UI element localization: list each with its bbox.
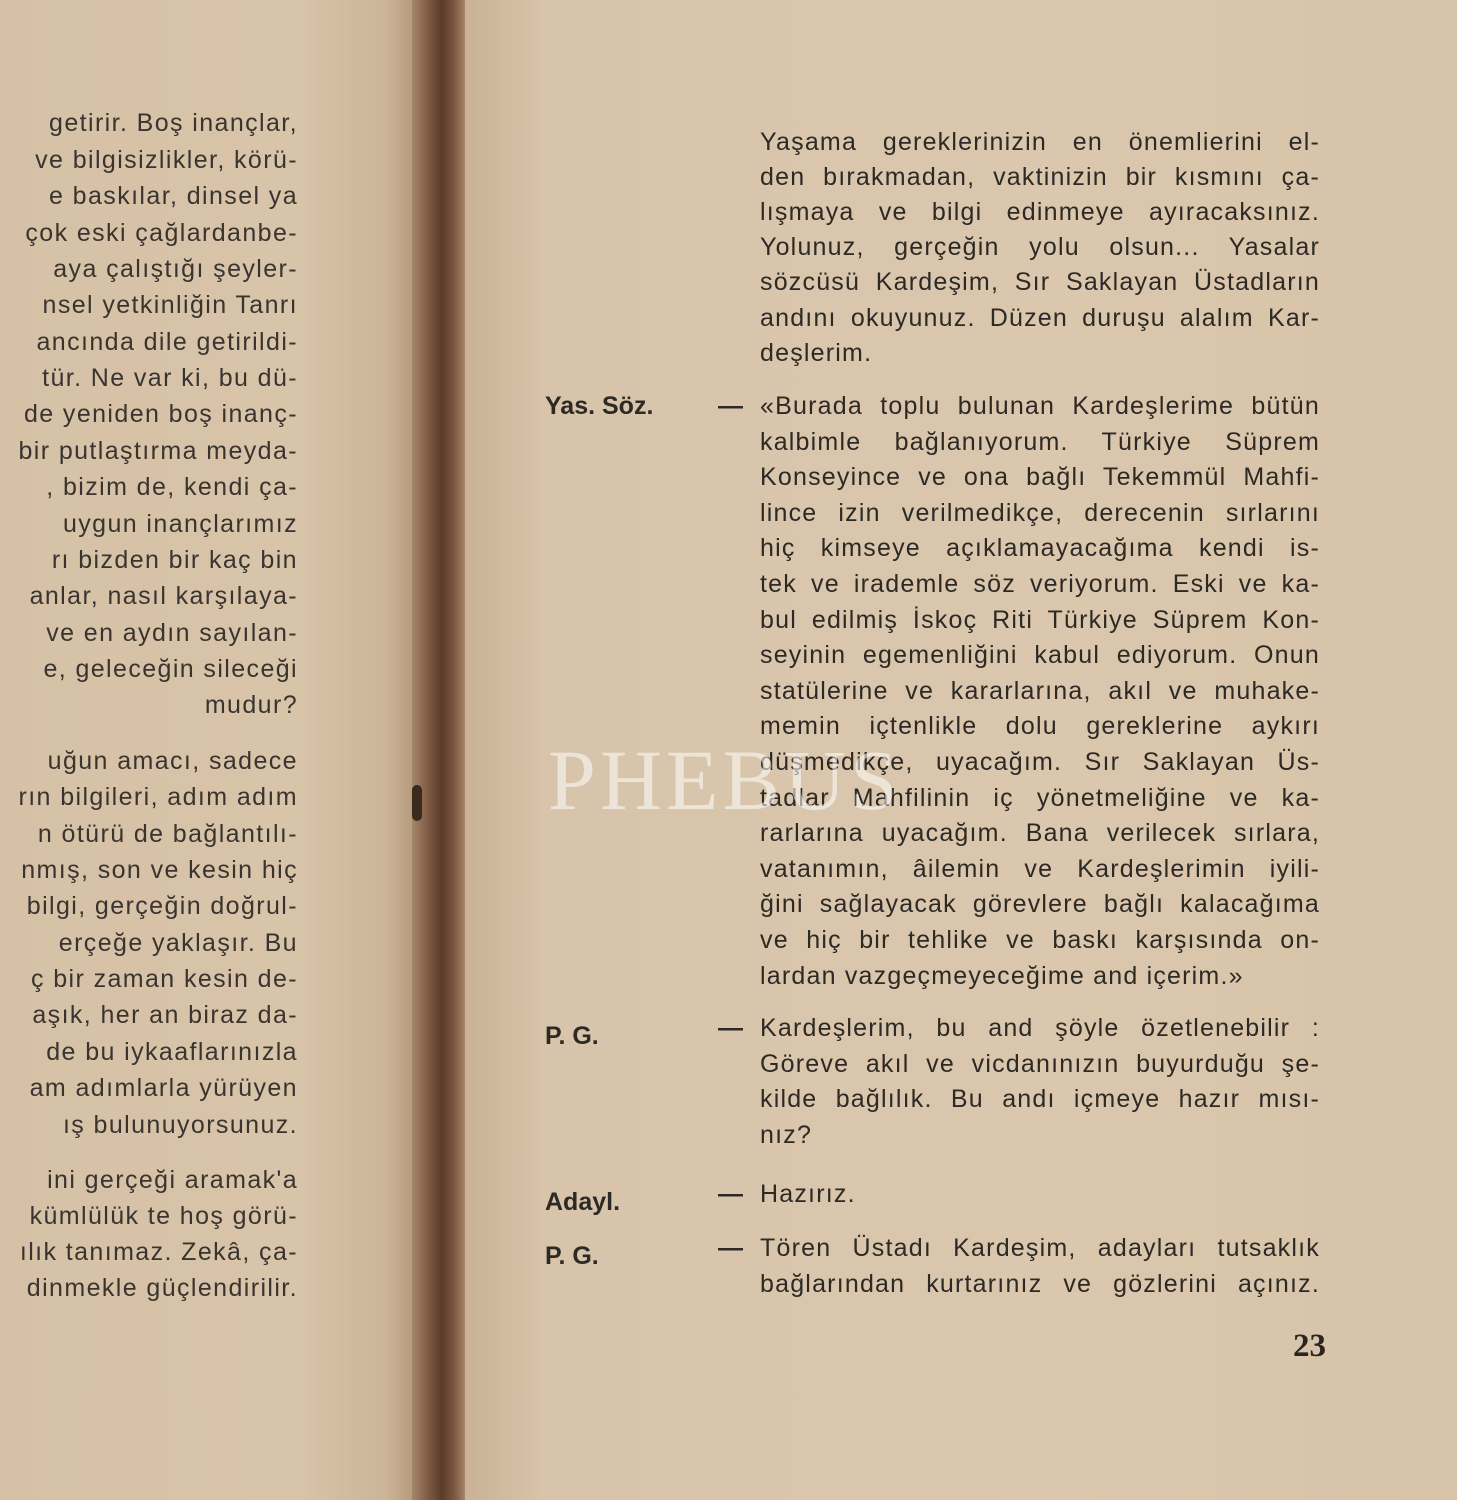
left-page-line: ini gerçeği aramak'a (47, 1166, 298, 1194)
intro-line: Yolunuz, gerçeğin yolu olsun... Yasalar (760, 233, 1320, 261)
left-page-line: de bu iykaaflarınızla (46, 1038, 298, 1066)
dialogue-line: tek ve irademle söz veriyorum. Eski ve ka- (760, 570, 1320, 598)
left-page-line: de yeniden boş inanç- (23, 400, 298, 428)
dialogue-line: Kardeşlerim, bu and şöyle özetlenebilir : (760, 1014, 1320, 1042)
left-page-line: çok eski çağlardanbe- (25, 219, 298, 247)
left-page-line: nmış, son ve kesin hiç (21, 856, 298, 884)
dialogue-line: bul edilmiş İskoç Riti Türkiye Süprem Kon- (760, 605, 1320, 634)
left-page-line: ış bulunuyorsunuz. (62, 1111, 298, 1139)
left-page-line: ve en aydın sayılan- (46, 619, 298, 647)
left-page-line: aşık, her an biraz da- (32, 1001, 298, 1029)
dialogue-line: nız? (760, 1120, 813, 1149)
left-page-line: ç bir zaman kesin de- (31, 965, 298, 993)
left-page-line: n ötürü de bağlantılı- (37, 820, 298, 848)
dialogue-line: tadlar Mahfilinin iç yönetmeliğine ve ka- (760, 783, 1320, 812)
dialogue-line: «Burada toplu bulunan Kardeşlerime bütün (760, 392, 1320, 420)
dialogue-line: bağlarından kurtarınız ve gözlerini açınız. (760, 1269, 1320, 1298)
intro-line: sözcüsü Kardeşim, Sır Saklayan Üstadların (760, 268, 1320, 296)
book-gutter (412, 0, 472, 1500)
left-page-line: am adımlarla yürüyen (29, 1074, 298, 1102)
dialogue-dash: — (718, 1180, 743, 1208)
dialogue-line: ğini sağlayacak görevlere bağlı kalacağıma (760, 890, 1320, 919)
left-page-line: uygun inançlarımız (62, 510, 298, 538)
left-page-line: erçeğe yaklaşır. Bu (58, 929, 298, 957)
left-page-line: rı bizden bir kaç bin (51, 546, 298, 574)
left-page-line: , bizim de, kendi ça- (46, 473, 298, 501)
dialogue-line: statülerine ve kararlarına, akıl ve muhake- (760, 676, 1320, 705)
left-page-line: getirir. Boş inançlar, (49, 109, 298, 137)
speaker-label: Yas. Söz. (545, 392, 654, 420)
dialogue-line: Konseyince ve ona bağlı Tekemmül Mahfi- (760, 463, 1320, 492)
dialogue-line: lardan vazgeçmeyeceğime and içerim.» (760, 961, 1244, 990)
intro-line: Yaşama gereklerinizin en önemlierini el- (760, 128, 1320, 156)
left-page-line: aya çalıştığı şeyler- (53, 255, 298, 283)
page-number: 23 (1293, 1328, 1326, 1364)
left-page-line: ve bilgisizlikler, körü- (35, 146, 298, 174)
left-page-line: ılık tanımaz. Zekâ, ça- (19, 1238, 298, 1266)
dialogue-line: kalbimle bağlanıyorum. Türkiye Süprem (760, 427, 1320, 456)
left-page-line: e baskılar, dinsel ya (49, 182, 298, 210)
left-page-line: bilgi, gerçeğin doğrul- (26, 892, 298, 920)
speaker-label: P. G. (545, 1022, 599, 1050)
left-page-line: anlar, nasıl karşılaya- (29, 582, 298, 610)
intro-line: deşlerim. (760, 339, 873, 367)
dialogue-line: lince izin verilmedikçe, derecenin sırlarını (760, 498, 1320, 527)
dialogue-dash: — (718, 1234, 743, 1262)
intro-line: den bırakmadan, vaktinizin bir kısmını ça- (760, 163, 1320, 191)
dialogue-line: düşmedikçe, uyacağım. Sır Saklayan Üs- (760, 748, 1320, 776)
left-page-line: e, geleceğin sileceği (43, 655, 298, 683)
speaker-label: P. G. (545, 1242, 599, 1270)
binding-thread-icon (412, 785, 422, 821)
dialogue-line: seyinin egemenliğini kabul ediyorum. Onun (760, 641, 1320, 670)
left-page-line: uğun amacı, sadece (47, 747, 298, 775)
left-page-line: kümlülük te hoş görü- (29, 1202, 298, 1230)
dialogue-line: Hazırız. (760, 1180, 856, 1208)
left-page (0, 0, 430, 1500)
dialogue-line: Tören Üstadı Kardeşim, adayları tutsaklık (760, 1234, 1320, 1262)
dialogue-line: rarlarına uyacağım. Bana verilecek sırlara, (760, 819, 1320, 848)
left-page-line: rın bilgileri, adım adım (18, 783, 298, 811)
left-page-line: tür. Ne var ki, bu dü- (42, 364, 298, 392)
dialogue-line: kilde bağlılık. Bu andı içmeye hazır mısı- (760, 1085, 1320, 1114)
left-page-line: nsel yetkinliğin Tanrı (42, 291, 298, 319)
speaker-label: Adayl. (545, 1188, 621, 1216)
dialogue-dash: — (718, 392, 743, 420)
dialogue-dash: — (718, 1014, 743, 1042)
intro-line: andını okuyunuz. Düzen duruşu alalım Kar- (760, 304, 1320, 332)
dialogue-line: ve hiç bir tehlike ve baskı karşısında on- (760, 926, 1320, 954)
dialogue-line: Göreve akıl ve vicdanınızın buyurduğu şe- (760, 1049, 1320, 1078)
dialogue-line: hiç kimseye açıklamayacağıma kendi is- (760, 534, 1320, 563)
dialogue-line: memin içtenlikle dolu gereklerine aykırı (760, 712, 1320, 741)
left-page-line: dinmekle güçlendirilir. (26, 1274, 298, 1302)
left-page-line: ancında dile getirildi- (36, 328, 298, 356)
intro-line: lışmaya ve bilgi edinmeye ayıracaksınız. (760, 198, 1320, 226)
left-page-line: bir putlaştırma meyda- (18, 437, 298, 465)
watermark: PHEBUS (548, 732, 902, 828)
left-page-line: mudur? (204, 691, 298, 719)
dialogue-line: vatanımın, âilemin ve Kardeşlerimin iyili- (760, 854, 1320, 883)
